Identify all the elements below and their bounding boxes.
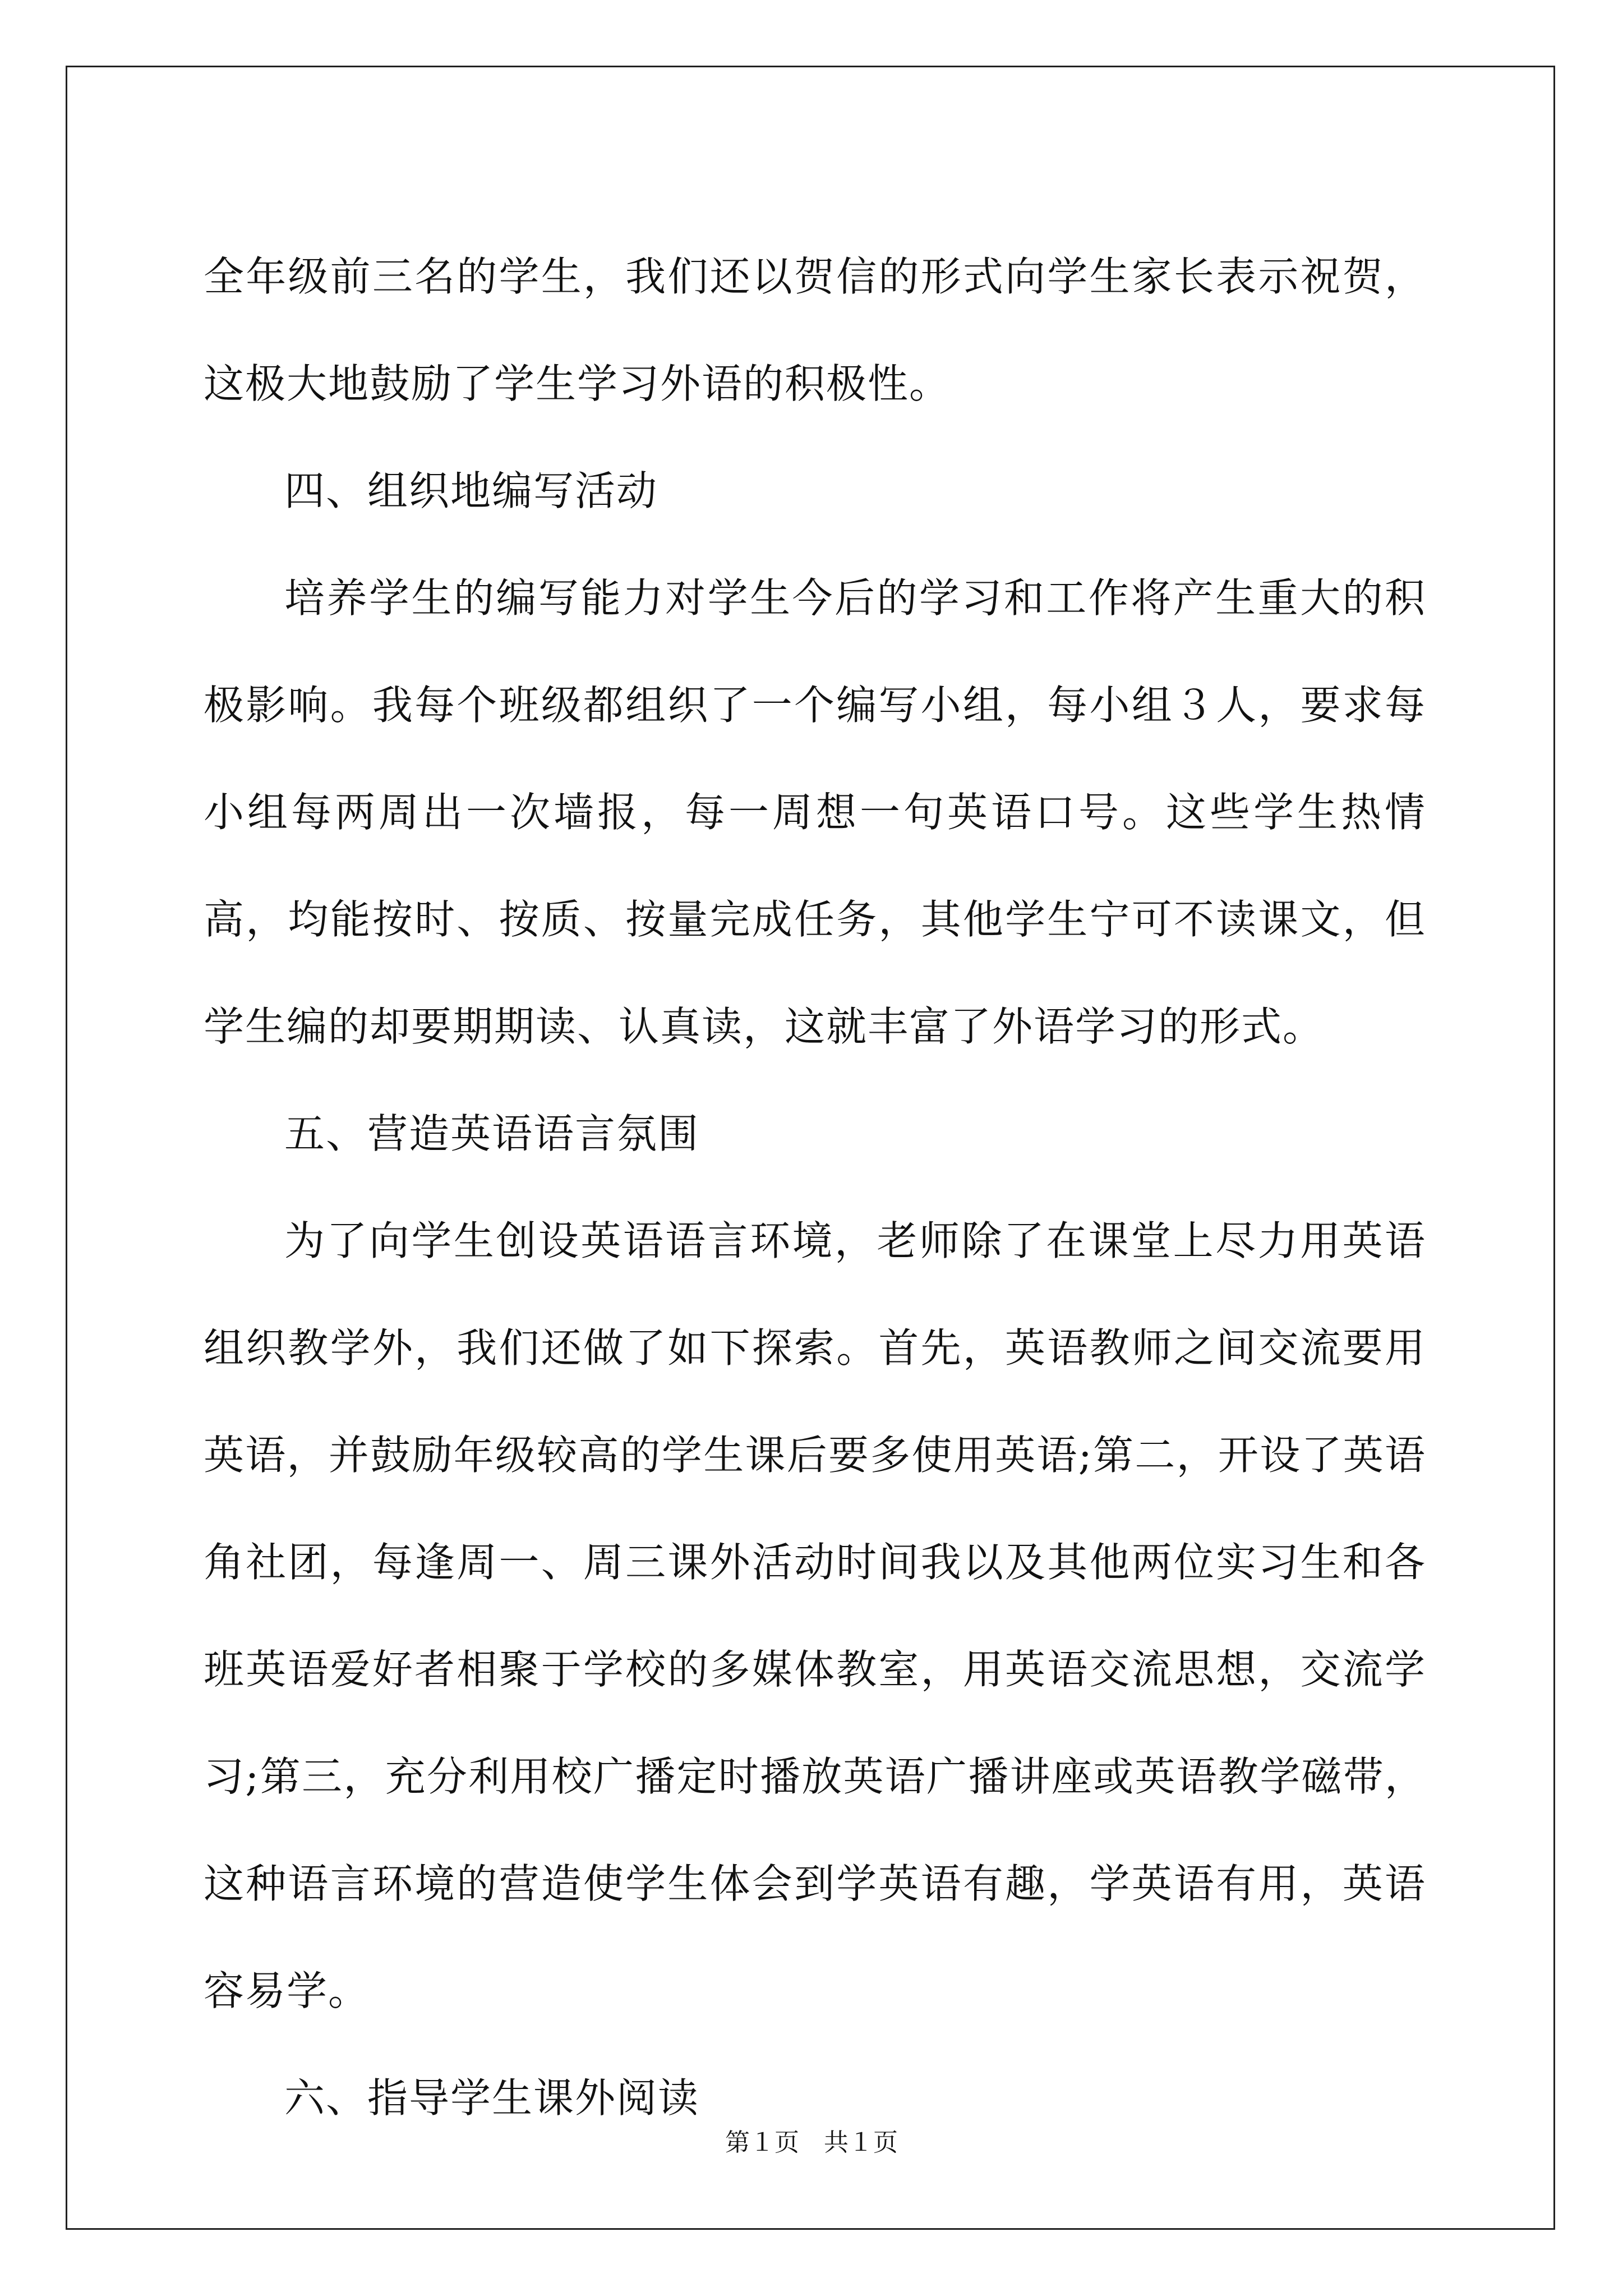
section-heading-6: 六、指导学生课外阅读 <box>284 2074 700 2122</box>
page-footer <box>0 2126 1623 2160</box>
document-body <box>204 223 1426 2152</box>
paragraph-1: 全年级前三名的学生，我们还以贺信的形式向学生家长表示祝贺，这极大地鼓励了学生学习外语的积极性。 <box>204 253 1426 407</box>
paragraph-2: 培养学生的编写能力对学生今后的学习和工作将产生重大的积极影响。我每个班级都组织了一个编写小组，每小组３人，要求每小组每两周出一次墙报，每一周想一句英语口号。这些学生热情高，均能按时、按质、按量完成任务，其他学生宁可不读课文，但学生编的却要期期读、认真读，这就丰富了外语学习的形式。 <box>204 574 1426 1050</box>
section-heading-4: 四、组织地编写活动 <box>284 467 658 514</box>
page-number-label: 第１页 共１页 <box>725 2128 898 2157</box>
section-heading-5: 五、营造英语语言氛围 <box>284 1110 700 1157</box>
paragraph-3: 为了向学生创设英语语言环境，老师除了在课堂上尽力用英语组织教学外，我们还做了如下探索。首先，英语教师之间交流要用英语，并鼓励年级较高的学生课后要多使用英语;第二，开设了英语角社团，每逢周一、周三课外活动时间我以及其他两位实习生和各班英语爱好者相聚于学校的多媒体教室，用英语交流思想，交流学习;第三，充分利用校广播定时播放英语广播讲座或英语教学磁带，这种语言环境的营造使学生体会到学英语有趣，学英语有用，英语容易学。 <box>204 1217 1426 2014</box>
